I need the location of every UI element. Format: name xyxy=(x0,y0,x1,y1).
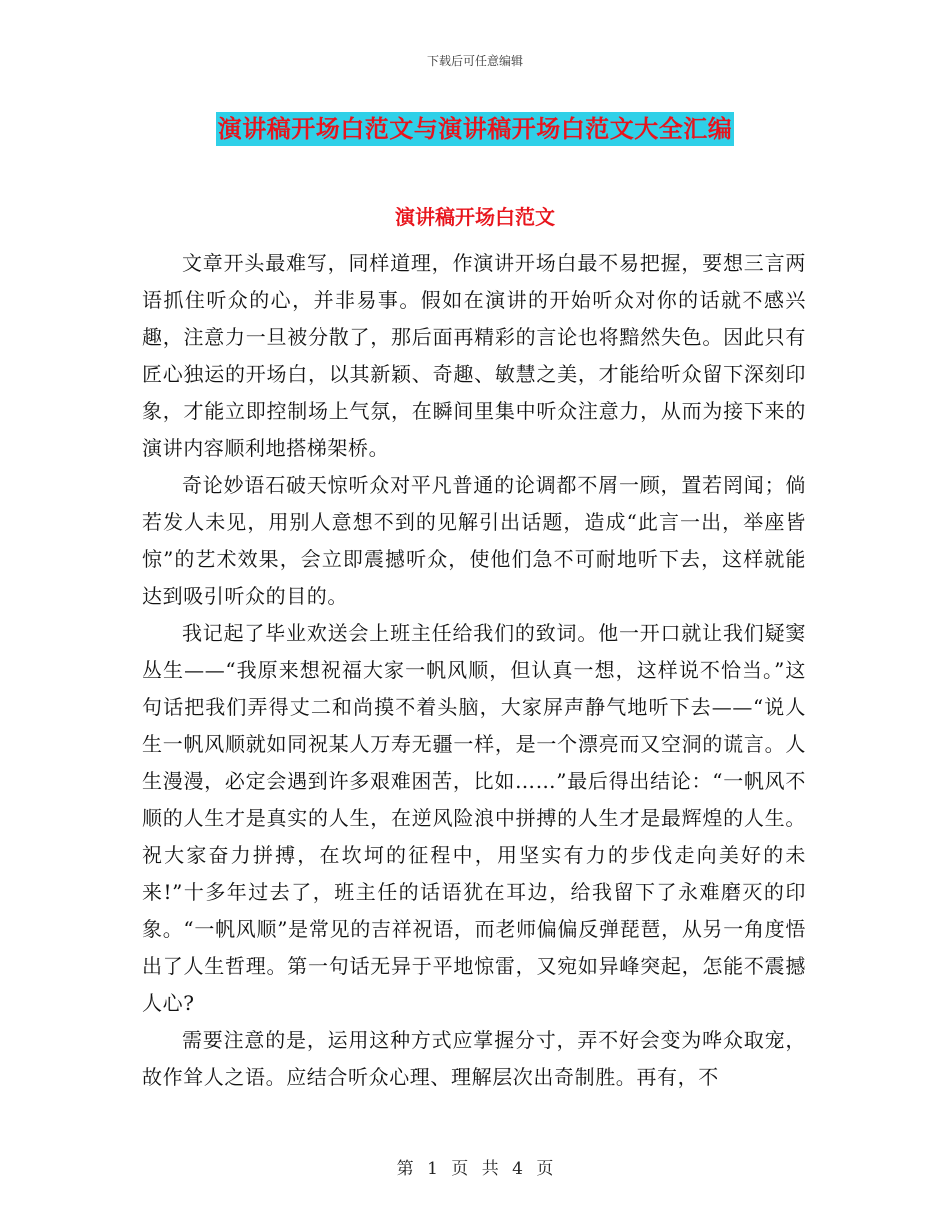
page-header-note: 下载后可任意编辑 xyxy=(426,54,523,68)
document-title-container xyxy=(0,112,950,146)
body-paragraph-1: 文章开头最难写，同样道理，作演讲开场白最不易把握，要想三言两语抓住听众的心，并非易事。假如在演讲的开始听众对你的话就不感兴趣，注意力一旦被分散了，那后面再精彩的言论也将黯然失色。因此只有匠心独运的开场白，以其新颖、奇趣、敏慧之美，才能给听众留下深刻印象，才能立即控制场上气氛，在瞬间里集中听众注意力，从而为接下来的演讲内容顺利地搭梯架桥。 xyxy=(142,251,806,460)
section-title: 演讲稿开场白范文 xyxy=(395,205,555,229)
body-paragraph-3: 我记起了毕业欢送会上班主任给我们的致词。他一开口就让我们疑窦丛生——“我原来想祝福大家一帆风顺，但认真一想，这样说不恰当。”这句话把我们弄得丈二和尚摸不着头脑，大家屏声静气地听下去——“说人生一帆风顺就如同祝某人万寿无疆一样，是一个漂亮而又空洞的谎言。人生漫漫，必定会遇到许多艰难困苦，比如……”最后得出结论：“一帆风不顺的人生才是真实的人生，在逆风险浪中拼搏的人生才是最辉煌的人生。祝大家奋力拼搏，在坎坷的征程中，用坚实有力的步伐走向美好的未来!”十多年过去了，班主任的话语犹在耳边，给我留下了永难磨灭的印象。“一帆风顺”是常见的吉祥祝语，而老师偏偏反弹琵琶，从另一角度悟出了人生哲理。第一句话无异于平地惊雷，又宛如异峰突起，怎能不震撼人心? xyxy=(142,621,806,1015)
page-number-footer: 第 1 页 共 4 页 xyxy=(396,1159,554,1179)
document-title: 演讲稿开场白范文与演讲稿开场白范文大全汇编 xyxy=(216,112,735,146)
body-paragraph-4: 需要注意的是，运用这种方式应掌握分寸，弄不好会变为哗众取宠，故作耸人之语。应结合听众心理、理解层次出奇制胜。再有，不 xyxy=(142,1028,806,1089)
body-paragraph-2: 奇论妙语石破天惊听众对平凡普通的论调都不屑一顾，置若罔闻；倘若发人未见，用别人意想不到的见解引出话题，造成“此言一出，举座皆惊”的艺术效果，会立即震撼听众，使他们急不可耐地听下去，这样就能达到吸引听众的目的。 xyxy=(142,473,806,608)
document-body xyxy=(142,245,806,1096)
